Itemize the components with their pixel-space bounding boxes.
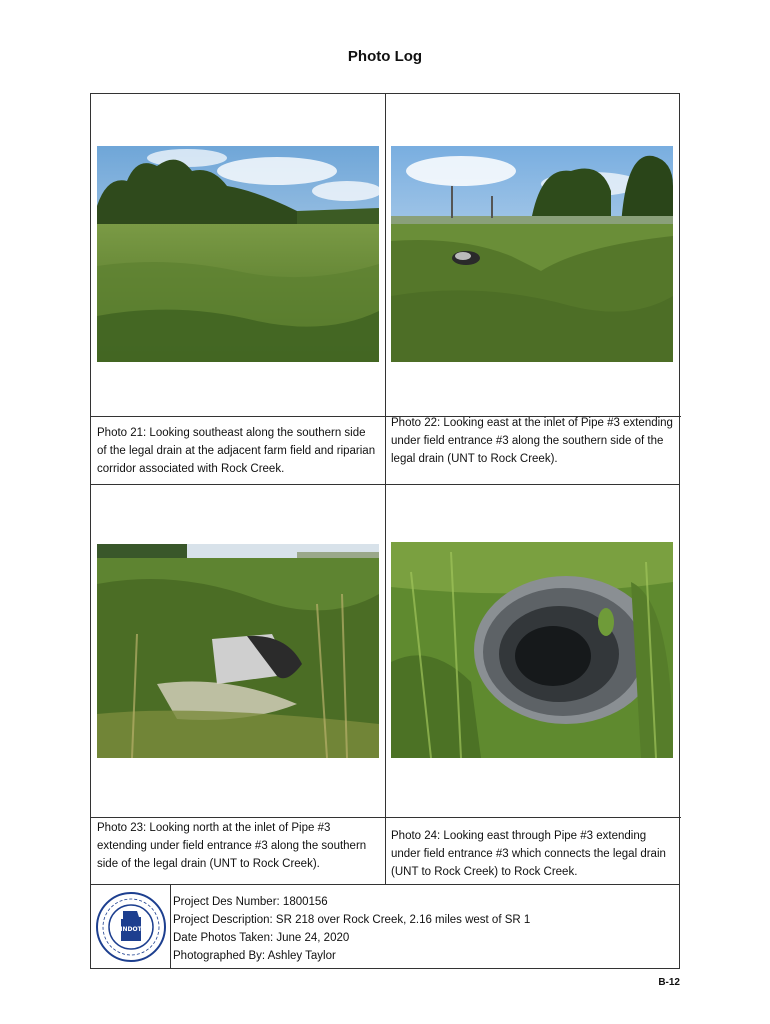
project-info: [173, 893, 530, 965]
photo-24-caption: Photo 24: Looking east through Pipe #3 extending under field entrance #3 which connects the legal drain (UNT to Rock Creek) to Rock Creek.: [391, 830, 666, 878]
photo-21-image: [97, 146, 379, 362]
page-number: B-12: [658, 977, 680, 988]
project-info-box: [90, 885, 680, 969]
photo-23-image: [97, 544, 379, 758]
svg-text:INDOT: INDOT: [120, 926, 142, 933]
project-des-number: Project Des Number: 1800156: [173, 896, 328, 908]
page-title: Photo Log: [347, 48, 423, 65]
caption-divider-left-bottom: [91, 817, 385, 818]
photo-22-image: [391, 146, 673, 362]
caption-divider-left-top: [91, 416, 385, 417]
photo-21-caption: Photo 21: Looking southeast along the southern side of the legal drain at the adjacent farm field and riparian corridor associated with Rock Creek.: [97, 427, 376, 475]
photo-23-caption: Photo 23: Looking north at the inlet of Pipe #3 extending under field entrance #3 along the southern side of the legal drain (UNT to Rock Creek).: [97, 822, 367, 870]
caption-divider-right-bottom: [386, 817, 681, 818]
photo-22-caption: Photo 22: Looking east at the inlet of Pipe #3 extending under field entrance #3 along the southern side of the legal drain (UNT to Rock Creek).: [391, 417, 673, 465]
grid-divider-vertical: [385, 94, 386, 884]
indot-seal-icon: [95, 891, 167, 963]
project-description: Project Description: SR 218 over Rock Creek, 2.16 miles west of SR 1: [173, 914, 531, 926]
project-date-taken: Date Photos Taken: June 24, 2020: [173, 932, 350, 944]
photo-grid: [90, 93, 680, 885]
photo-24-image: [391, 542, 673, 758]
indot-logo: [91, 885, 171, 969]
grid-divider-horizontal: [91, 484, 679, 485]
project-photographer: Photographed By: Ashley Taylor: [173, 950, 336, 962]
